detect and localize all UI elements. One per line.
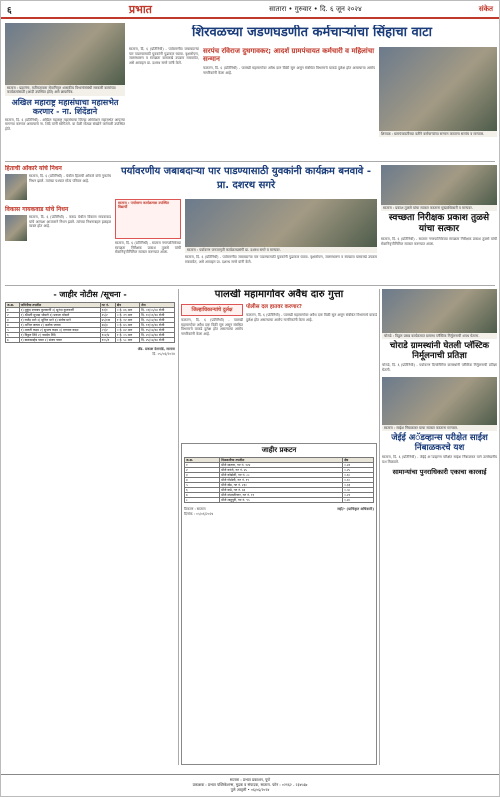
jee-photo-caption: सातारा : साईश निंबाळकर याचा सत्कार करताना मान्यवर. xyxy=(382,425,497,431)
table-cell: दि. ११/०३/२४ रोजी xyxy=(140,323,175,328)
table-cell: ० हे. २९ आर xyxy=(115,313,139,318)
footer-line-2: प्रकाशक : प्रभात पब्लिकेशन्स, मुद्रक व संपादक, सातारा. फोन : ०२१६२ - २३४५६७ xyxy=(192,782,308,787)
table-cell: मौजे खेड, गट नं. २३० xyxy=(220,483,343,488)
plastic-photo-caption: चोराडे : विठ्ठल प्रसन्न कार्यक्रमात ग्रामस्थ प्लॅस्टिक निर्मूलनाची शपथ घेताना. xyxy=(382,333,497,339)
table-row xyxy=(185,498,374,503)
table-cell: १) बाळासाहेब पवार २) संजय पवार xyxy=(19,338,100,343)
public-notice-header: क्षेत्र xyxy=(343,458,374,463)
palkhi-body: फलटण, दि. ६ (प्रतिनिधी) - पालखी महामार्गावर अवैध दारु विक्री सुरु असून संबंधित विभागाचे याकडे दुर्लक्ष होत असल्याचा आरोप नागरिकांनी केला आहे. xyxy=(181,318,243,336)
right-subhead-body: फलटण, दि. ६ (प्रतिनिधी) - पालखी महामार्गावर अवैध दारु विक्री सुरु असून संबंधित विभागाचे याकडे दुर्लक्ष होत असल्याचा आरोप नागरिकांनी केला आहे. xyxy=(203,66,375,75)
table-cell: २५/२ xyxy=(100,313,115,318)
bottom-right-headline: सामान्यांचा पुनराधिकारी एकाचा कारवाई xyxy=(392,468,487,477)
obituary-photo-1 xyxy=(5,174,27,200)
table-cell: ७ xyxy=(6,338,20,343)
right-photo-block xyxy=(379,47,497,153)
public-notice-table xyxy=(184,457,374,503)
table-cell: १०२/४ xyxy=(100,333,115,338)
palkhi-headline: पालखी महामार्गावर अवैध दारु गुत्ता xyxy=(214,289,344,300)
right-photo xyxy=(379,47,497,131)
table-cell: २ xyxy=(6,313,20,318)
right-subheadline: सरपंच रविराज दुधगावकर; आदर्श ग्रामपंचायत कर्मचारी व महिलांचा सन्मान xyxy=(203,47,375,63)
table-cell: मौजे संभाजीनगर, गट नं. ११ xyxy=(220,493,343,498)
table-cell: १) मारुती कदम २) सुभाष कदम ३) दत्तात्रय कदम xyxy=(19,328,100,333)
obituary-headline-1: हिताची ओंकारे यांचे निधन xyxy=(5,165,62,172)
table-cell: दि. ०५/०२/२४ रोजी xyxy=(140,318,175,323)
top-left-story xyxy=(5,23,125,159)
clean-photo xyxy=(381,165,497,205)
table-cell: ४ xyxy=(6,323,20,328)
table-cell: ०.२५ xyxy=(343,468,374,473)
table-cell: ६ xyxy=(6,333,20,338)
mid-left-column xyxy=(5,165,111,281)
center-photo-body: सातारा, दि. ६ (प्रतिनिधी) - पर्यावरणीय जबाबदाऱ्या पार पाडण्यासाठी युवकांनी पुढाकार घ्यावा. वृक्षारोपण, जलसंधारण व स्वच्छता यासारखे उपक्रम राबवावेत, असे आवाहन प्रा. दशरथ सगरे यांनी केले. xyxy=(185,255,377,264)
table-cell: ०.३३ xyxy=(343,483,374,488)
table-cell: ६ xyxy=(185,488,220,493)
legal-notice-header: शेरा xyxy=(140,303,175,308)
legal-notice xyxy=(5,289,175,765)
legal-notice-date: दि. ०५/०६/२०२४ xyxy=(152,351,175,356)
table-cell: ८ xyxy=(185,498,220,503)
table-cell: ३ xyxy=(6,318,20,323)
table-cell: १ xyxy=(185,463,220,468)
top-left-headline: अखिल महाराष्ट्र महासंघाचा महासभेत करणार - ना. शिंदेंडाने xyxy=(11,97,119,116)
table-cell: ३ xyxy=(185,473,220,478)
top-left-photo-caption: सातारा : प्रहारांना, मतीमतावारा सेवानिवृत्त शासकीय विभागांसंबंधी सरकारी कामांच्या कार्यक्रमांसाठी (आदी उपस्थित होते) असे छायाचित्र. xyxy=(5,85,125,96)
table-cell: ०.४२ xyxy=(343,463,374,468)
table-cell: दि. १०/०१/२४ रोजी xyxy=(140,313,175,318)
obituary-headline-2: विकास गायकवाड यांचे निधन xyxy=(5,206,69,213)
table-cell: ११५/१ xyxy=(100,338,115,343)
center-highlight-box: सातारा : पर्यावरण कार्यक्रमास उपस्थित विद्यार्थी xyxy=(115,199,181,239)
palkhi-box-title: जिल्हाधिकाऱ्यांचे दुर्लक्ष xyxy=(181,304,243,316)
table-cell: ० हे. ४६ आर xyxy=(115,308,139,313)
table-cell: मौजे करंजे, गट नं. ४५ xyxy=(220,468,343,473)
table-cell: दि. २०/०४/२४ रोजी xyxy=(140,333,175,338)
masthead xyxy=(1,1,499,19)
table-cell: ४ xyxy=(185,478,220,483)
center-photo xyxy=(185,199,377,247)
table-cell: १) विठ्ठल शिंदे २) नामदेव शिंदे xyxy=(19,333,100,338)
table-cell: १) मुकुंद दत्तात्रय कुलकर्णी २) सुनंदा कुलकर्णी xyxy=(19,308,100,313)
footer-line-1: सातारा : प्रभात प्रकाशन, पुणे xyxy=(229,777,271,782)
top-left-photo xyxy=(5,23,125,85)
public-notice-header: मिळकतीचा तपशील xyxy=(220,458,343,463)
issue-date: सातारा • गुरुवार • दि. ६ जून २०२४ xyxy=(269,4,362,13)
page-footer xyxy=(1,774,499,796)
palkhi-subhead-body: फलटण, दि. ६ (प्रतिनिधी) - पालखी महामार्गावर अवैध दारु विक्री सुरु असून संबंधित विभागाचे याकडे दुर्लक्ष होत असल्याचा आरोप नागरिकांनी केला आहे. xyxy=(246,313,377,322)
public-notice-header: अ.क्र. xyxy=(185,458,220,463)
table-cell: ०.४० xyxy=(343,498,374,503)
table-cell: १) अनिल जाधव २) अशोक जाधव xyxy=(19,323,100,328)
table-cell: मौजे सातारा, गट नं. १२४ xyxy=(220,463,343,468)
public-notice xyxy=(181,443,377,765)
table-cell: १ हे. ०५ आर xyxy=(115,333,139,338)
table-cell: दि. ०१/०५/०४ रोजी xyxy=(140,308,175,313)
clean-body: सातारा, दि. ६ (प्रतिनिधी) - सातारा नगरपालिकेच्या स्वच्छता निरीक्षक प्रकाश तुळसे यांची सेवानिवृत्तीनिमित्त सत्कार करण्यात आला. xyxy=(381,237,497,246)
table-cell: ७ xyxy=(185,493,220,498)
legal-notice-header: अ.क्र. xyxy=(6,303,20,308)
table-cell: मौजे कोडोली, गट नं. ८८ xyxy=(220,473,343,478)
table-cell: दि. १५/०४/२४ रोजी xyxy=(140,328,175,333)
table-cell: १२/१ xyxy=(100,308,115,313)
footer-date: पुणे आवृत्ती • ०६/०६/२०२४ xyxy=(230,787,270,792)
table-cell: ६७/३ xyxy=(100,323,115,328)
palkhi-story xyxy=(181,289,377,439)
table-cell: ०.५० xyxy=(343,488,374,493)
newspaper-logo: प्रभात xyxy=(128,2,152,16)
legal-notice-header: जमिनीचा तपशील xyxy=(19,303,100,308)
center-photo-caption: सातारा : पर्यावरण जनजागृती कार्यक्रमप्रसंगी प्रा. दशरथ सगरे व मान्यवर. xyxy=(185,247,377,253)
page-number: ६ xyxy=(7,5,12,16)
table-cell: ५ xyxy=(6,328,20,333)
public-notice-place: ठिकाण : सातारा xyxy=(184,507,206,511)
main-story-col1 xyxy=(129,47,199,153)
legal-notice-header: गट नं. xyxy=(100,303,115,308)
table-cell: १) राजेंद्र माने २) सुनिल माने ३) संतोष माने xyxy=(19,318,100,323)
jee-body: सातारा, दि. ६ (प्रतिनिधी) - जेईई अॅडव्हान्स परीक्षेत साईश निंबाळकर याने उल्लेखनीय यश मिळवले. xyxy=(382,455,497,464)
main-story-text: सातारा, दि. ६ (प्रतिनिधी) - पर्यावरणीय जबाबदाऱ्या पार पाडण्यासाठी युवकांनी पुढाकार घ्यावा. वृक्षारोपण, जलसंधारण व स्वच्छता यासारखे उपक्रम राबवावेत, असे आवाहन प्रा. दशरथ सगरे यांनी केले. xyxy=(129,47,199,65)
right-lower-column xyxy=(382,289,497,765)
legal-notice-title: - जाहीर नोटीस /सूचना - xyxy=(53,290,127,299)
table-cell: ४५/१अ xyxy=(100,318,115,323)
right-photo-caption: शिरवळ : ग्रामपंचायतीच्या वतीने कर्मचाऱ्यांचा सन्मान करताना सरपंच व मान्यवर. xyxy=(379,131,497,137)
plastic-headline: चोराडे ग्रामस्थांनी घेतली प्लॅस्टिक निर्मूलनाची प्रतिज्ञा xyxy=(389,341,490,362)
table-cell: ० हे. ५८ आर xyxy=(115,338,139,343)
main-headline: शिरवळच्या जडणघडणीत कर्मचाऱ्यांचा सिंहाचा वाटा xyxy=(191,25,433,40)
table-cell: ०.२२ xyxy=(343,493,374,498)
clean-headline: स्वच्छता निरीक्षक प्रकाश तुळसे यांचा सत्कार xyxy=(388,213,490,235)
public-notice-date: दिनांक : ०५/०६/२०२४ xyxy=(184,511,214,516)
table-cell: ० हे. ७५ आर xyxy=(115,323,139,328)
jee-photo xyxy=(382,377,497,425)
table-row xyxy=(6,338,175,343)
table-cell: मौजे वाढे, गट नं. ७६ xyxy=(220,488,343,493)
table-cell: ०.६० xyxy=(343,473,374,478)
table-cell: २ xyxy=(185,468,220,473)
legal-notice-table xyxy=(5,302,175,343)
table-cell: ० हे. ४२ आर xyxy=(115,328,139,333)
table-cell: ८९/२ xyxy=(100,328,115,333)
obituary-body-1: सातारा, दि. ६ (प्रतिनिधी) - येथील हिताची ओंकारे यांचे नुकतेच निधन झाले. त्यांच्या पश्चात मोठा परिवार आहे. xyxy=(29,174,111,183)
palkhi-subhead: पोलीस दल हातवर करणार? xyxy=(246,304,302,310)
center-photo-column xyxy=(185,199,377,281)
table-cell: ०.१८ xyxy=(343,478,374,483)
obituary-photo-2 xyxy=(5,215,27,241)
obituary-body-2: सातारा, दि. ६ (प्रतिनिधी) - कराड येथील विकास गायकवाड यांचे अल्पशा आजाराने निधन झाले. त्यांच्या निधनाबद्दल हळहळ व्यक्त होत आहे. xyxy=(29,215,111,229)
center-box-body: सातारा, दि. ६ (प्रतिनिधी) - सातारा नगरपालिकेच्या स्वच्छता निरीक्षक प्रकाश तुळसे यांची सेवानिवृत्तीनिमित्त सत्कार करण्यात आला. xyxy=(115,241,181,255)
table-cell: दि. २५/०४/२४ रोजी xyxy=(140,338,175,343)
right-clean-column xyxy=(381,165,497,281)
plastic-photo xyxy=(382,289,497,333)
legal-notice-signature: ॲड. प्रकाश देशपांडे, सातारा xyxy=(137,347,175,351)
top-left-body: सातारा, दि. ६ (प्रतिनिधी) - अखिल महाराष्ट्र महासंघाचा जिल्हा अधिवेशन महासभेत आपल्या मागण्या करणार असल्याचे ना. शिंदे यांनी सांगितले. या वेळी मोठ्या संख्येने कर्मचारी उपस्थित होते. xyxy=(5,117,125,131)
center-headline: पर्यावरणीय जबाबदाऱ्या पार पाडण्यासाठी युवकांनी कार्यक्रम बनवावे - प्रा. दशरथ सगरे xyxy=(120,166,371,191)
edition-name: संकेत xyxy=(478,4,493,13)
public-notice-title: जाहीर प्रकटन xyxy=(261,446,297,454)
center-box-column xyxy=(115,199,181,281)
table-cell: १ xyxy=(6,308,20,313)
public-notice-signature: सही/- (प्राधिकृत अधिकारी) xyxy=(337,507,374,511)
clean-photo-caption: सातारा : प्रकाश तुळसे यांचा सत्कार करताना मुख्याधिकारी व मान्यवर. xyxy=(381,205,497,211)
table-cell: मौजे शाहूपुरी, गट नं. ९५ xyxy=(220,498,343,503)
table-cell: १ हे. १२ आर xyxy=(115,318,139,323)
table-cell: १) श्रीमती सुभद्रा भोसले २) प्रकाश भोसले xyxy=(19,313,100,318)
plastic-body: चोराडे, दि. ६ (प्रतिनिधी) - पर्यावरण दिनानिमित्त ग्रामस्थांनी प्लॅस्टिक निर्मूलनाची प्रतिज्ञा घेतली. xyxy=(382,363,497,372)
legal-notice-header: क्षेत्र xyxy=(115,303,139,308)
jee-headline: जेईई अॅडव्हान्स परीक्षेत साईश निंबाळकरचे यश xyxy=(391,433,488,453)
right-subhead-block xyxy=(203,47,375,153)
table-cell: मौजे गोडोली, गट नं. १९ xyxy=(220,478,343,483)
table-cell: ५ xyxy=(185,483,220,488)
